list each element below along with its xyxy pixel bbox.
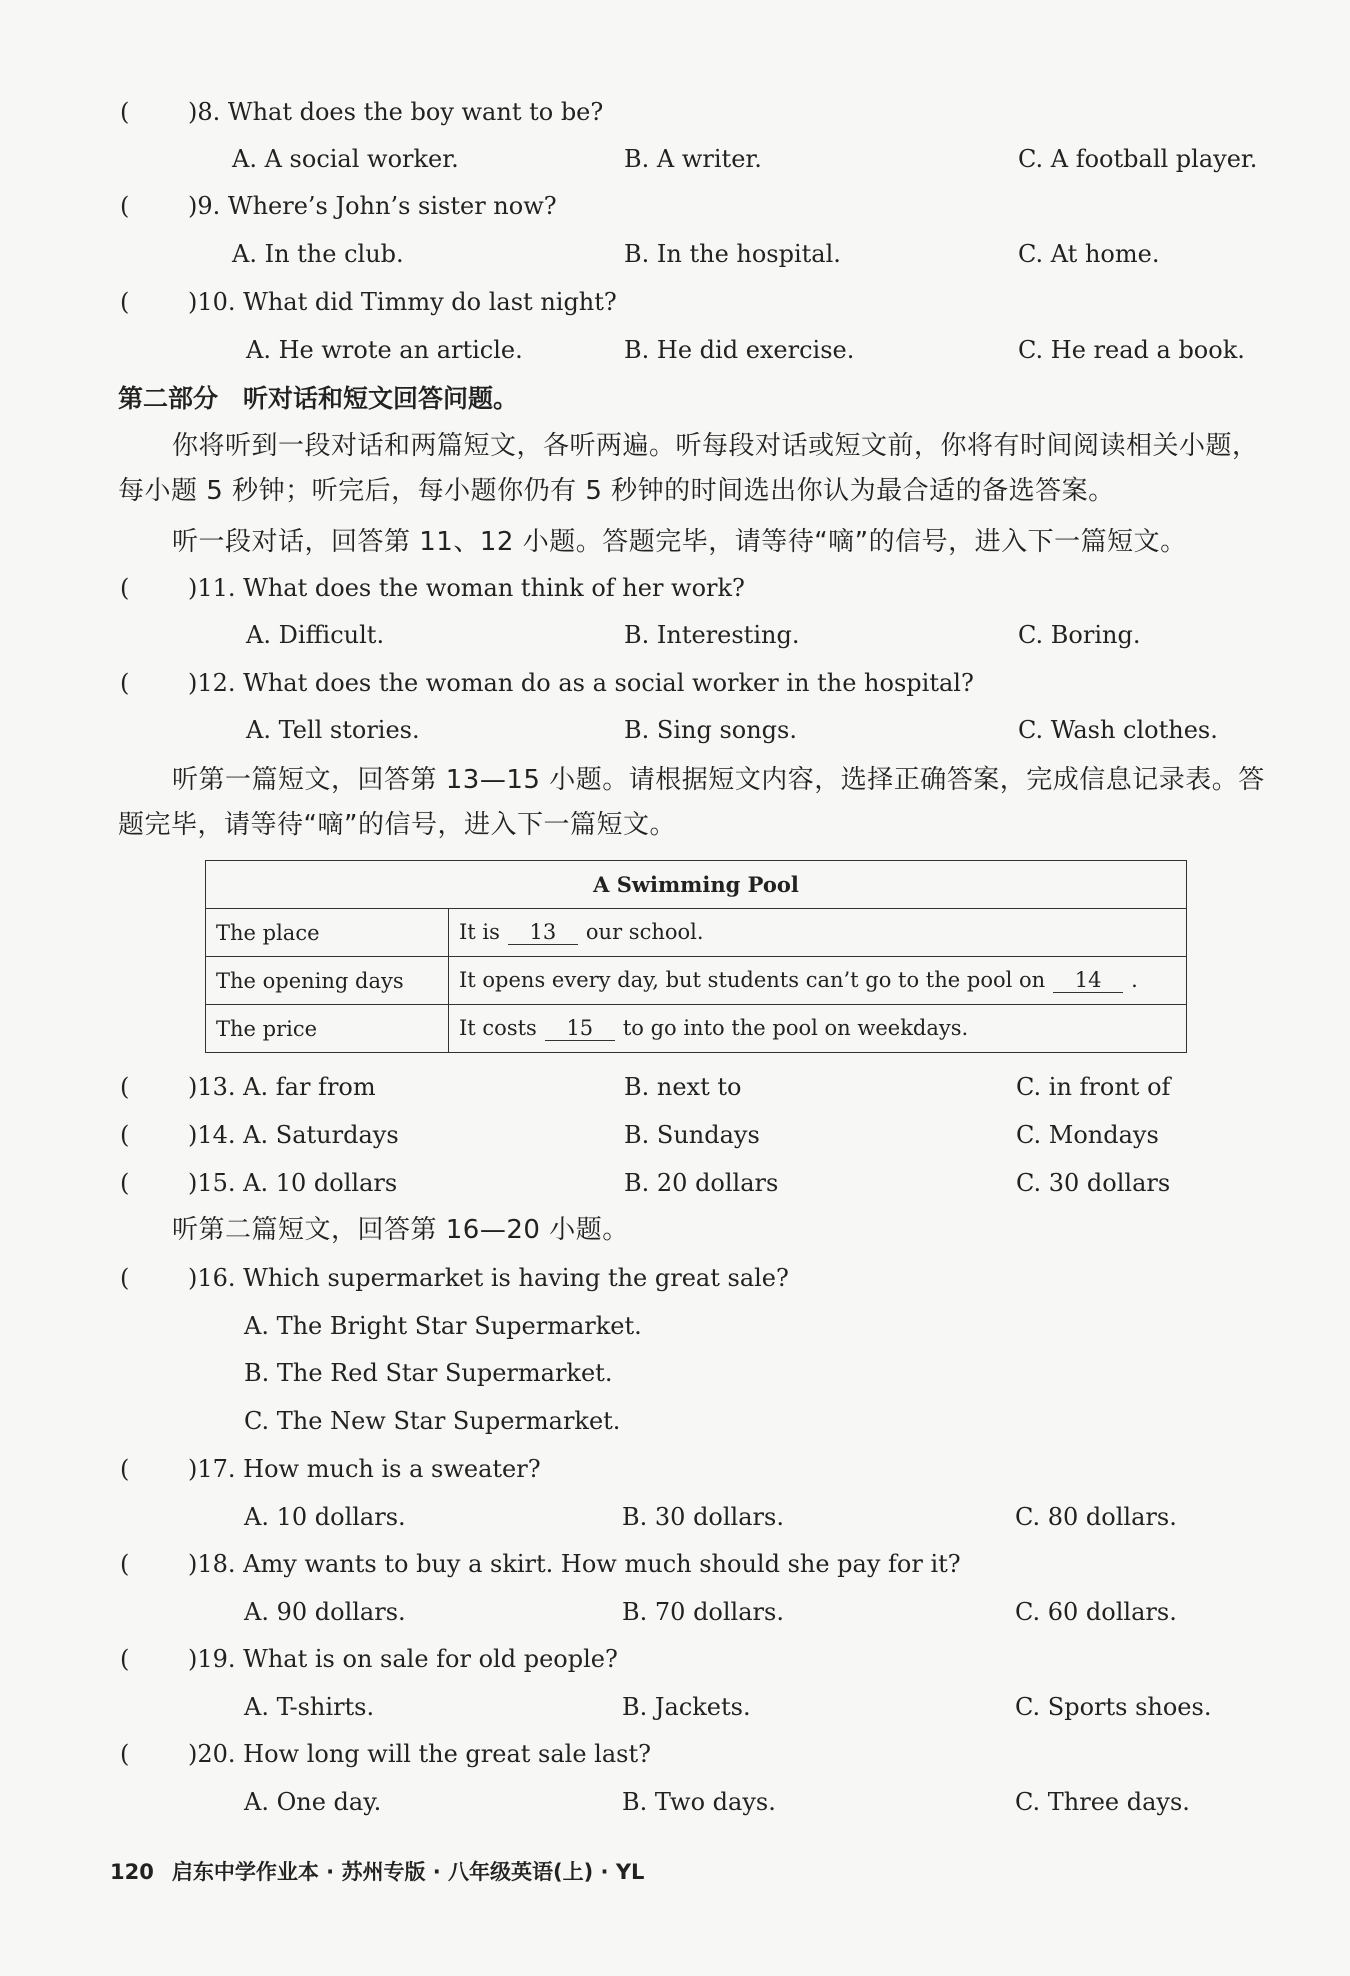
option-c: C. Wash clothes.	[1018, 716, 1218, 744]
option-b: B. 20 dollars	[624, 1169, 779, 1197]
option-a: A. Difficult.	[246, 621, 385, 649]
row-label: The opening days	[206, 957, 449, 1005]
option-a: A. In the club.	[232, 240, 404, 268]
table-row	[206, 1005, 1187, 1053]
dialog-instructions: 听一段对话，回答第 11、12 小题。答题完毕，请等待“嘀”的信号，进入下一篇短文。	[172, 527, 1187, 557]
row-content: It is 13 our school.	[449, 909, 1187, 957]
question-12: )12. What does the woman do as a social worker in the hospital?	[188, 669, 974, 697]
option-c: C. 30 dollars	[1016, 1169, 1171, 1197]
table-title: A Swimming Pool	[206, 861, 1187, 909]
section-title: 第二部分 听对话和短文回答问题。	[118, 384, 519, 413]
row-content: It costs 15 to go into the pool on weekdays.	[449, 1005, 1187, 1053]
option-b: B. Interesting.	[624, 621, 800, 649]
passage2-instructions: 听第二篇短文，回答第 16—20 小题。	[172, 1215, 629, 1245]
question-9: )9. Where’s John’s sister now?	[188, 192, 557, 220]
book-title: 启东中学作业本 · 苏州专版 · 八年级英语(上) · YL	[171, 1860, 645, 1884]
option-c: C. Mondays	[1016, 1121, 1159, 1149]
worksheet-page: ( )8. What does the boy want to be? A. A social worker. B. A writer. C. A football player. ( )9. Where’s John’s sister now? A. In the club. B. In the hospital. C. At home. ( )10. What did Timmy do last night? A. He wrote an article. B. He did exercise. C. He read a book. 第二部分 听对话和短文回答问题。 你将听到一段对话和两篇短文，各听两遍。听每段对话或短文前，你将有时间阅读相关小题，每小题 5 秒钟；听完后，每小题你仍有 5 秒钟的时间选出你认为最合适的备选答案。 听一段对话，回答第 11、12 小题。答题完毕，请等待“嘀”的信号，进入下一篇短文。 ( )11. What does the woman think of her work? A. Difficult. B. Interesting. C. Boring. ( )12. What does the woman do as a social worker in the hospital? A. Tell stories. B. Sing songs. C. Wash clothes. 听第一篇短文，回答第 13—15 小题。请根据短文内容，选择正确答案，完成信息记录表。答题完毕，请等待“嘀”的信号，进入下一篇短文。 A Swimming Pool The place It is 13 our school. The opening days It opens every day, but students can’t go to the pool on 14 . The price It costs 15 to go into the pool on weekdays. ( )13. A. far from B. next to C. in front of ( )14. A. Saturdays B. Sundays C. Mondays ( )15. A. 10 dollars B. 20 dollars C. 30 dollars 听第二篇短文，回答第 16—20 小题。 ( )16. Which supermarket is having the great sale? A. The Bright Star Supermarket. B. The Red Star Supermarket. C. The New Star Supermarket. ( )17. How much is a sweater? A. 10 dollars. B. 30 dollars. C. 80 dollars. ( )18. Amy wants to buy a skirt. How much should she pay for it? A. 90 dollars. B. 70 dollars. C. 60 dollars. ( )19. What is on sale for old people? A. T-shirts. B. Jackets. C. Sports shoes. ( )20. How long will the great sale last? A. One day. B. Two days. C. Three days. 120 启东中学作业本 · 苏州专版 · 八年级英语(上) · YL	[0, 0, 1350, 1976]
answer-blank: 13	[508, 920, 578, 945]
option-b: B. Jackets.	[622, 1693, 751, 1721]
option-c: C. in front of	[1016, 1073, 1171, 1101]
answer-blank: 14	[1053, 968, 1123, 993]
option-b: B. Sing songs.	[624, 716, 797, 744]
option-c: C. A football player.	[1018, 145, 1258, 173]
option-b: B. In the hospital.	[624, 240, 841, 268]
option-b: B. Sundays	[624, 1121, 760, 1149]
option-b: B. He did exercise.	[624, 336, 855, 364]
option-b: B. next to	[624, 1073, 742, 1101]
question-20: )20. How long will the great sale last?	[188, 1740, 651, 1768]
option-c: C. Sports shoes.	[1015, 1693, 1212, 1721]
question-8: )8. What does the boy want to be?	[188, 98, 604, 126]
table-row	[206, 957, 1187, 1005]
page-number: 120	[110, 1860, 154, 1884]
question-16: )16. Which supermarket is having the great sale?	[188, 1264, 789, 1292]
option-b: B. 70 dollars.	[622, 1598, 784, 1626]
option-a: A. One day.	[244, 1788, 382, 1816]
option-a: A. 10 dollars.	[244, 1503, 406, 1531]
option-a: A. Tell stories.	[246, 716, 420, 744]
info-record-table	[205, 860, 1187, 1053]
option-a: A. A social worker.	[232, 145, 459, 173]
option-c: C. Three days.	[1015, 1788, 1190, 1816]
table-row	[206, 909, 1187, 957]
question-18: )18. Amy wants to buy a skirt. How much should she pay for it?	[188, 1550, 961, 1578]
page-footer	[110, 1856, 644, 1886]
question-13: )13. A. far from	[188, 1073, 376, 1101]
option-c: C. Boring.	[1018, 621, 1141, 649]
option-b: B. 30 dollars.	[622, 1503, 784, 1531]
row-label: The price	[206, 1005, 449, 1053]
option-a: A. The Bright Star Supermarket.	[244, 1312, 642, 1340]
row-label: The place	[206, 909, 449, 957]
question-19: )19. What is on sale for old people?	[188, 1645, 618, 1673]
answer-blank: 15	[545, 1016, 615, 1041]
passage1-instructions: 听第一篇短文，回答第 13—15 小题。请根据短文内容，选择正确答案，完成信息记录表。答题完毕，请等待“嘀”的信号，进入下一篇短文。	[118, 765, 1265, 840]
option-b: B. A writer.	[624, 145, 762, 173]
option-a: A. 90 dollars.	[244, 1598, 406, 1626]
question-15: )15. A. 10 dollars	[188, 1169, 398, 1197]
row-content: It opens every day, but students can’t go to the pool on 14 .	[449, 957, 1187, 1005]
question-11: )11. What does the woman think of her work?	[188, 574, 745, 602]
option-c: C. 60 dollars.	[1015, 1598, 1177, 1626]
option-b: B. Two days.	[622, 1788, 776, 1816]
option-a: A. He wrote an article.	[246, 336, 523, 364]
option-c: C. At home.	[1018, 240, 1160, 268]
option-c: C. 80 dollars.	[1015, 1503, 1177, 1531]
instructions-paragraph: 你将听到一段对话和两篇短文，各听两遍。听每段对话或短文前，你将有时间阅读相关小题，每小题 5 秒钟；听完后，每小题你仍有 5 秒钟的时间选出你认为最合适的备选答案。	[118, 431, 1259, 506]
question-14: )14. A. Saturdays	[188, 1121, 399, 1149]
question-17: )17. How much is a sweater?	[188, 1455, 541, 1483]
question-10: )10. What did Timmy do last night?	[188, 288, 617, 316]
option-a: A. T-shirts.	[244, 1693, 375, 1721]
option-b: B. The Red Star Supermarket.	[244, 1359, 613, 1387]
option-c: C. He read a book.	[1018, 336, 1245, 364]
option-c: C. The New Star Supermarket.	[244, 1407, 621, 1435]
